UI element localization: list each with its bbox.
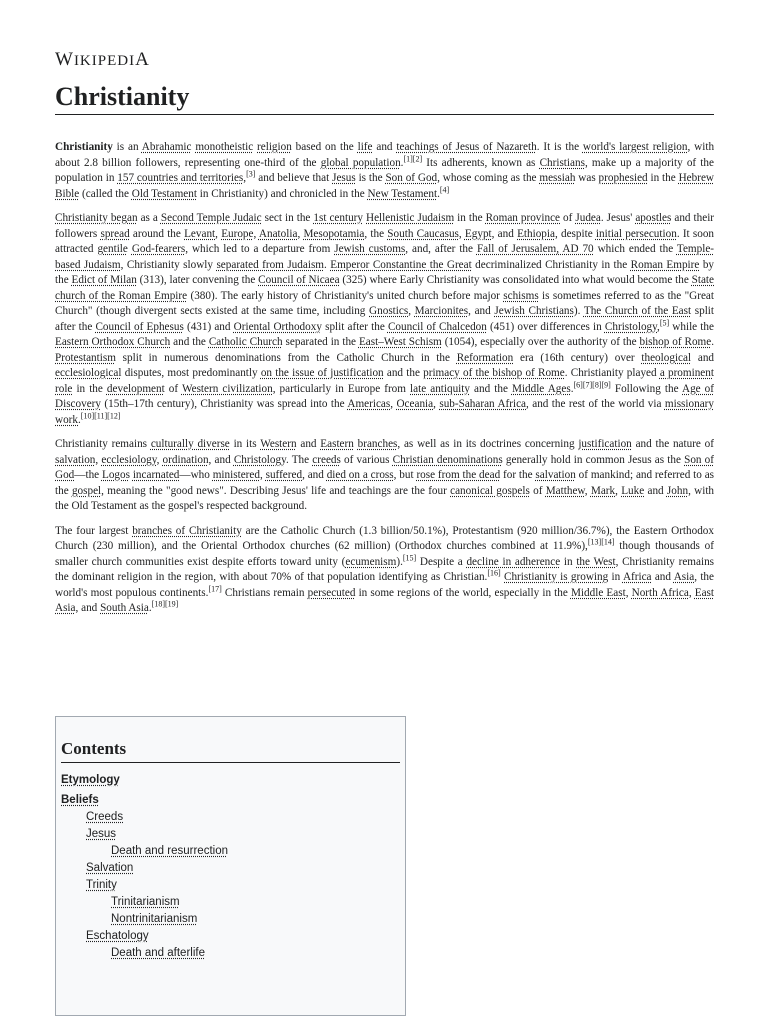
article-link[interactable]: Temple-based Judaism <box>55 243 715 271</box>
text-run: , and <box>75 602 101 614</box>
citation-ref[interactable]: [5] <box>659 317 670 327</box>
text-run: in the <box>647 172 679 184</box>
text-run: , <box>625 586 632 599</box>
article-link[interactable]: gospel <box>71 484 102 497</box>
text-run: separated in the <box>282 336 359 348</box>
text-run: . Christianity played <box>564 367 660 379</box>
article-link[interactable]: Matthew <box>545 484 585 497</box>
article-link[interactable]: Council of Nicaea <box>258 274 340 286</box>
bold-term: Christianity <box>55 141 113 153</box>
citation-ref[interactable]: [3] <box>246 169 256 179</box>
article-link[interactable]: Judea <box>575 212 601 224</box>
citation-ref[interactable]: [13][14] <box>587 537 615 547</box>
wordmark-final: A <box>135 49 150 70</box>
article-link[interactable]: South Caucasus <box>387 227 459 240</box>
article-link[interactable]: Logos <box>101 469 130 481</box>
text-run: . It soon attracted <box>55 227 715 255</box>
article-link[interactable]: East Asia <box>55 586 715 614</box>
text-run: , meaning the "good news". Describing Jesus' life and teachings are the four <box>101 484 451 497</box>
text-run: decriminalized Christianity in the <box>471 258 631 271</box>
text-run: , and <box>302 469 327 481</box>
text-run: in Christianity) and chronicled in the <box>196 187 368 200</box>
article-link[interactable]: culturally diverse <box>150 438 230 450</box>
article-link[interactable]: State church of the Roman Empire <box>55 274 715 302</box>
article-link[interactable]: Europe <box>221 227 254 240</box>
article-link[interactable]: died on a cross <box>326 469 394 481</box>
toc-item <box>61 772 400 788</box>
article-link[interactable]: salvation <box>55 453 96 466</box>
toc-item <box>61 928 400 944</box>
text-run: split in numerous denominations from the Catholic Church in the <box>115 351 457 364</box>
text-run: —who <box>179 469 213 481</box>
article-link[interactable]: schisms <box>503 289 539 302</box>
toc-link[interactable]: Death and resurrection <box>111 845 228 857</box>
article-link[interactable]: Reformation <box>456 351 514 364</box>
text-run: , the world's most populous continents. <box>55 571 714 599</box>
text-run: split after the <box>321 320 388 333</box>
article-link[interactable]: Christology <box>233 453 286 466</box>
wordmark-middle: IKIPEDI <box>73 53 136 69</box>
article-link[interactable]: religion <box>257 141 292 153</box>
text-run: Christianity remains <box>55 438 151 450</box>
paragraph <box>55 211 714 428</box>
page-title: Christianity <box>55 82 190 111</box>
article-link[interactable]: separated from Judaism <box>216 258 324 271</box>
text-run: , make up a majority of the population in <box>55 156 714 184</box>
text-run: (313), later convening the <box>136 274 259 286</box>
article-link[interactable]: branches of Christianity <box>132 524 242 537</box>
article-link[interactable]: life <box>357 141 373 153</box>
wikipedia-wordmark[interactable] <box>55 49 150 71</box>
article-link[interactable]: suffered <box>265 469 303 481</box>
text-run: , <box>657 320 660 333</box>
toc-item <box>61 894 400 910</box>
citation-ref[interactable]: [6][7][8][9] <box>573 379 611 389</box>
article-link[interactable]: Catholic Church <box>208 336 283 348</box>
text-run: , <box>259 469 266 481</box>
toc-link[interactable]: Jesus <box>86 828 117 840</box>
article-link[interactable]: Middle East <box>570 586 626 599</box>
text-run: , and <box>468 305 495 317</box>
article-link[interactable]: Christianity is growing <box>504 571 609 583</box>
text-run: (431) and <box>183 320 234 333</box>
paragraph <box>55 140 714 202</box>
article-body <box>55 140 714 626</box>
article-link[interactable]: Old Testament <box>131 187 197 200</box>
article-link[interactable]: Americas <box>347 398 391 410</box>
article-link[interactable]: messiah <box>539 172 576 184</box>
article-link[interactable]: bishop of Rome <box>639 336 712 348</box>
article-link[interactable]: Second Temple Judaic <box>160 212 262 224</box>
text-run: as a <box>137 212 161 224</box>
article-link[interactable]: 1st century <box>313 212 363 224</box>
citation-ref[interactable]: [15] <box>402 552 417 562</box>
text-run: and believe that <box>255 172 333 184</box>
wordmark-initial: W <box>55 49 74 70</box>
article-link[interactable]: Jewish Christians <box>494 305 574 317</box>
article-link[interactable]: Hebrew Bible <box>55 172 715 200</box>
article-link[interactable]: ecclesiology <box>101 453 157 466</box>
text-run: ). <box>573 305 584 317</box>
text-run: while the <box>669 320 714 333</box>
citation-ref[interactable]: [1][2] <box>403 153 423 163</box>
article-link[interactable]: God-fearers <box>131 243 186 255</box>
article-link[interactable]: Luke <box>621 484 645 497</box>
article-link[interactable]: Emperor Constantine the Great <box>330 258 472 271</box>
toc-item <box>61 877 400 893</box>
text-run: (15th–17th century), Christianity was spread into the <box>100 398 348 410</box>
text-run: , Christianity remains the dominant religion in the region, with about 70% of that population identifying as Christian. <box>55 555 715 583</box>
article-link[interactable]: Council of Ephesus <box>95 320 184 333</box>
toc-item <box>61 826 400 842</box>
text-run: is sometimes referred to as the "Great Church" (though divergent sects existed at the same time, including <box>55 289 715 317</box>
article-link[interactable]: Council of Chalcedon <box>387 320 487 333</box>
article-link[interactable]: Eastern <box>320 438 354 450</box>
text-run: , <box>253 227 259 240</box>
article-link[interactable]: Egypt <box>464 227 492 240</box>
article-link[interactable]: Jesus <box>332 172 356 184</box>
text-run: and the <box>383 367 424 379</box>
article-link[interactable]: 157 countries and territories <box>117 172 244 184</box>
toc-link[interactable]: Creeds <box>86 811 124 823</box>
citation-ref[interactable]: [16] <box>487 568 501 578</box>
article-link[interactable]: branches <box>357 438 398 450</box>
text-run: , particularly in Europe from <box>272 382 411 395</box>
article-link[interactable]: Roman province <box>485 212 561 224</box>
citation-ref[interactable]: [4] <box>439 184 450 194</box>
article-link[interactable]: Christology <box>604 320 658 333</box>
text-run: . The <box>285 453 313 466</box>
text-run: , <box>95 453 102 466</box>
article-link[interactable]: spread <box>100 227 130 240</box>
text-run: . <box>711 336 715 348</box>
article-link[interactable]: creeds <box>312 453 341 466</box>
text-run: , <box>156 453 163 466</box>
text-run: and <box>651 571 674 583</box>
text-run: , whose coming as the <box>437 172 540 184</box>
article-link[interactable]: canonical gospels <box>450 484 530 497</box>
text-run: and their followers <box>55 212 715 240</box>
text-run: . Jesus' <box>600 212 636 224</box>
article-link[interactable]: justification <box>578 438 632 450</box>
text-run: are the Catholic Church (1.3 billion/50.1%), Protestantism (920 million/36.7%), the Eastern Orthodox Church (230 million), and the Oriental Orthodox churches (62 million) (Orthodox churches combined at 11.9%), <box>55 524 714 552</box>
text-run: . <box>437 187 440 200</box>
toc-link[interactable]: Etymology <box>61 774 120 786</box>
article-link[interactable]: Age of Discovery <box>55 382 715 410</box>
text-run: , as well as in its doctrines concerning <box>397 438 579 450</box>
text-run: , the <box>364 227 388 240</box>
article-link[interactable]: monotheistic <box>195 141 254 153</box>
text-run: , and <box>208 453 234 466</box>
text-run: of various <box>340 453 393 466</box>
paragraph <box>55 524 714 617</box>
text-run: . <box>78 413 81 426</box>
article-link[interactable]: Anatolia <box>258 227 298 240</box>
toc-item <box>61 792 400 808</box>
article-link[interactable]: persecuted <box>307 586 356 599</box>
text-run: though thousands of smaller church communities exist despite efforts toward unity ( <box>55 540 715 568</box>
text-run: is the <box>355 172 386 184</box>
article-link[interactable]: ordination <box>162 453 209 466</box>
text-run: and the <box>470 382 512 395</box>
text-run: —the <box>74 469 102 481</box>
citation-ref[interactable]: [18][19] <box>151 599 179 609</box>
text-run: Despite a <box>416 555 467 568</box>
text-run: (451) over differences in <box>486 320 605 333</box>
article-link[interactable]: Mesopotamia <box>303 227 365 240</box>
text-run: based on the <box>291 141 358 153</box>
text-run: Its adherents, known as <box>422 156 540 169</box>
text-run: ). <box>396 555 403 568</box>
text-run: Christians remain <box>221 586 308 599</box>
text-run: around the <box>129 227 185 240</box>
text-run: was <box>575 172 599 184</box>
article-link[interactable]: ecclesiological <box>55 367 122 379</box>
text-run: and <box>372 141 397 153</box>
text-run: . It is the <box>536 141 583 153</box>
toc-link[interactable]: Salvation <box>86 862 134 874</box>
text-run: in <box>608 571 623 583</box>
article-link[interactable]: Western <box>260 438 297 450</box>
text-run: and <box>691 351 715 364</box>
article-link[interactable]: the West <box>576 555 616 568</box>
article-link[interactable]: Oceania <box>396 398 434 410</box>
article-link[interactable]: Christians <box>539 156 585 169</box>
article-link[interactable]: Fall of Jerusalem, AD 70 <box>476 243 594 255</box>
text-run: , <box>584 484 591 497</box>
text-run: in <box>560 555 577 568</box>
text-run: , which led to a departure from <box>185 243 335 255</box>
text-run: of <box>560 212 576 224</box>
article-link[interactable]: Marcionites <box>414 305 469 317</box>
text-run: of <box>529 484 546 497</box>
article-link[interactable]: New Testament <box>367 187 438 200</box>
article-link[interactable]: prophesied <box>598 172 648 184</box>
text-run: and <box>296 438 321 450</box>
text-run: , with the Old Testament as the gospel's respected background. <box>55 484 715 512</box>
article-link[interactable]: Son of God <box>385 172 438 184</box>
article-link[interactable]: Christian denominations <box>392 453 503 466</box>
article-link[interactable]: ecumenism <box>345 555 397 568</box>
text-run: , but <box>393 469 417 481</box>
article-link[interactable]: Ethiopia <box>517 227 555 240</box>
article-link[interactable]: late antiquity <box>410 382 470 395</box>
toc-item <box>61 843 400 859</box>
text-run: which ended the <box>593 243 677 255</box>
text-run: , and <box>491 227 518 240</box>
article-link[interactable]: a prominent role <box>55 367 714 395</box>
text-run: , <box>408 305 415 317</box>
text-run: . <box>324 258 331 271</box>
text-run: , <box>215 227 222 240</box>
toc-link[interactable]: Death and afterlife <box>111 947 205 959</box>
article-link[interactable]: theological <box>641 351 692 364</box>
text-run: (380). The early history of Christianity's united church before major <box>187 289 504 302</box>
toc-link[interactable]: Beliefs <box>61 794 99 806</box>
article-link[interactable]: primacy of the bishop of Rome <box>423 367 565 379</box>
article-link[interactable]: Abrahamic <box>141 141 192 153</box>
text-run: and the <box>170 336 209 348</box>
article-link[interactable]: sub-Saharan Africa <box>439 398 527 410</box>
article-link[interactable]: initial persecution <box>595 227 677 240</box>
text-run: . <box>570 382 574 395</box>
toc-title: Contents <box>61 739 400 763</box>
article-link[interactable]: missionary work <box>55 398 714 426</box>
article-link[interactable]: Middle Ages <box>511 382 571 395</box>
text-run: by the <box>55 258 714 286</box>
paragraph <box>55 437 714 515</box>
article-link[interactable]: global population <box>320 156 401 169</box>
text-run: , <box>458 227 465 240</box>
article-link[interactable]: Levant <box>184 227 216 240</box>
text-run: and <box>644 484 667 497</box>
text-run: of mankind; and referred to as the <box>55 469 715 497</box>
text-run: Following the <box>610 382 682 395</box>
text-run: in its <box>229 438 261 450</box>
article-link[interactable]: Eastern Orthodox Church <box>55 336 171 348</box>
table-of-contents <box>55 716 406 1016</box>
toc-list <box>61 772 400 961</box>
toc-link[interactable]: Trinity <box>86 879 117 891</box>
toc-link[interactable]: Nontrinitarianism <box>111 913 198 925</box>
text-run: , <box>433 398 440 410</box>
text-run: . <box>148 602 152 614</box>
text-run: , Christianity slowly <box>120 258 217 271</box>
text-run: , with about 2.8 billion followers, representing one-third of the <box>55 141 715 169</box>
text-run: , and the rest of the world via <box>526 398 665 410</box>
article-link[interactable]: Christianity began <box>55 212 138 224</box>
article-link[interactable]: East–West Schism <box>358 336 442 348</box>
text-run: (325) where Early Christianity was consolidated into what would become the <box>339 274 692 286</box>
text-run: (1054), especially over the authority of the <box>441 336 640 348</box>
article-link[interactable]: Africa <box>622 571 652 583</box>
article-link[interactable]: The Church of the East <box>583 305 692 317</box>
text-run: (called the <box>79 187 132 200</box>
text-run: , <box>390 398 397 410</box>
article-link[interactable]: on the issue of justification <box>260 367 384 379</box>
article-link[interactable]: rose from the dead <box>416 469 501 481</box>
text-run: era (16th century) over <box>513 351 642 364</box>
article-link[interactable]: gentile <box>97 243 128 255</box>
text-run: split after the <box>55 305 715 333</box>
text-run: in some regions of the world, especially in the <box>355 586 571 599</box>
text-run: of <box>164 382 182 395</box>
title-divider <box>55 114 714 115</box>
text-run: in the <box>454 212 486 224</box>
text-run: disputes, most predominantly <box>121 367 261 379</box>
article-link[interactable]: world's largest religion <box>582 141 688 153</box>
toc-item <box>61 809 400 825</box>
toc-item <box>61 945 400 961</box>
citation-ref[interactable]: [10][11][12] <box>80 410 121 420</box>
text-run: , <box>615 484 622 497</box>
toc-link[interactable]: Trinitarianism <box>111 896 180 908</box>
text-run: , <box>297 227 304 240</box>
article-link[interactable]: Mark <box>590 484 616 497</box>
article-link[interactable]: Roman Empire <box>630 258 700 271</box>
article-link[interactable]: Edict of Milan <box>71 274 137 286</box>
text-run: sect in the <box>261 212 314 224</box>
article-link[interactable]: teachings of Jesus of Nazareth <box>396 141 537 153</box>
article-link[interactable]: John <box>666 484 689 497</box>
article-link[interactable]: Jewish customs <box>334 243 406 255</box>
text-run: is an <box>112 141 142 153</box>
article-link[interactable]: Western civilization <box>181 382 273 395</box>
article-link[interactable]: North Africa <box>631 586 689 599</box>
text-run: and the nature of <box>631 438 714 450</box>
article-link[interactable]: salvation <box>535 469 576 481</box>
toc-item <box>61 860 400 876</box>
toc-link[interactable]: Eschatology <box>86 930 149 942</box>
article-link[interactable]: Protestantism <box>55 351 116 364</box>
text-run: , and, after the <box>405 243 477 255</box>
article-link[interactable]: ministered <box>212 469 260 481</box>
citation-ref[interactable]: [17] <box>208 583 222 593</box>
article-link[interactable]: Hellenistic Judaism <box>366 212 455 224</box>
article-link[interactable]: incarnated <box>132 469 180 481</box>
text-run: . <box>400 156 404 169</box>
text-run: generally hold in common Jesus as the <box>502 453 685 466</box>
text-run: , despite <box>554 227 596 240</box>
article-link[interactable]: Gnostics <box>369 305 409 317</box>
article-link[interactable]: development <box>106 382 165 395</box>
article-link[interactable]: South Asia <box>100 602 149 614</box>
text-run: , <box>243 172 247 184</box>
article-link[interactable]: Asia <box>673 571 695 583</box>
article-link[interactable]: Oriental Orthodoxy <box>233 320 322 333</box>
text-run: in the <box>72 382 107 395</box>
text-run: The four largest <box>55 524 133 537</box>
toc-item <box>61 911 400 927</box>
text-run: for the <box>500 469 536 481</box>
article-link[interactable]: decline in adherence <box>466 555 561 568</box>
article-link[interactable]: Son of God <box>55 453 714 481</box>
article-link[interactable]: apostles <box>635 212 672 224</box>
text-run: , <box>688 586 695 599</box>
